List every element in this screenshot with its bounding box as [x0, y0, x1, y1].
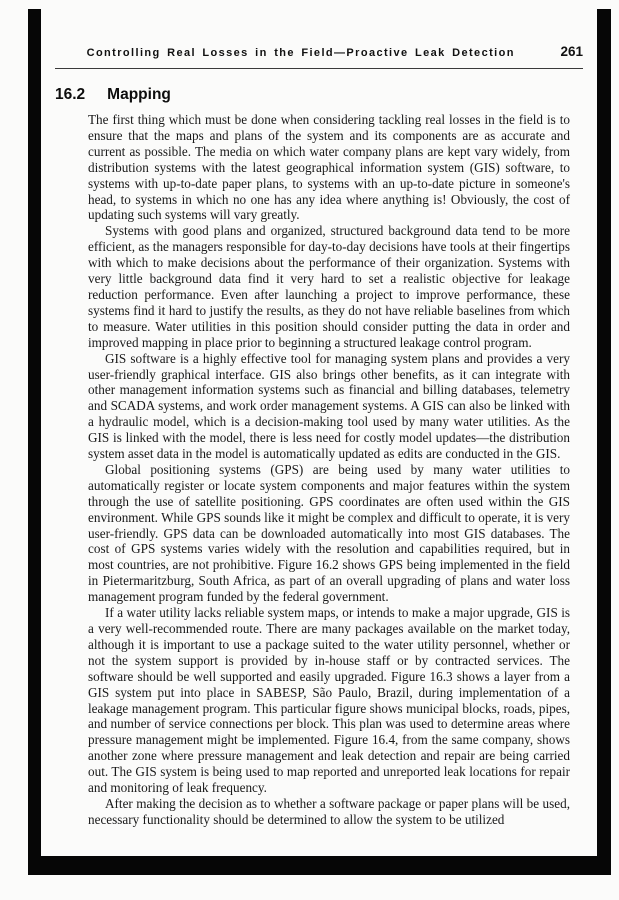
section-title: Mapping: [107, 86, 171, 103]
body-paragraph: GIS software is a highly effective tool for managing system plans and provides a very user-friendly graphical interface. GIS also brings other benefits, as it can integrate with other management information systems such as financial and billing databases, telemetry and SCADA systems, and work order management systems. A GIS can also be linked with a hydraulic model, which is a decision-making tool used by many water utilities. As the GIS is linked with the model, there is less need for costly model updates—the distribution system asset data in the model is automatically updated as edits are conducted in the GIS.: [88, 350, 570, 462]
body-paragraph: The first thing which must be done when considering tackling real losses in the field is to ensure that the maps and plans of the system and its components are as accurate and current as possible. The media on which water company plans are kept vary widely, from distribution systems with the latest geographical information system (GIS) software, to systems with up-to-date paper plans, to systems with an up-to-date picture in someone's head, to systems in which no one has any idea where anything is! Obviously, the cost of updating such systems will vary greatly.: [88, 112, 570, 223]
body-paragraph: After making the decision as to whether a software package or paper plans will be used, necessary functionality should be determined to allow the system to be utilized: [88, 795, 570, 827]
section-number: 16.2: [55, 86, 86, 103]
bottom-binding-bar: [28, 856, 611, 875]
body-paragraph: If a water utility lacks reliable system maps, or intends to make a major upgrade, GIS is a very well-recommended route. There are many packages available on the market today, although it is important to use a package suited to the water utility personnel, whether or not the system support is provided by in-house staff or by contracted services. The software should be well supported and easily upgraded. Figure 16.3 shows a layer from a GIS system put into place in SABESP, São Paulo, Brazil, during implementation of a leakage management program. This particular figure shows municipal blocks, roads, pipes, and number of service connections per block. This plan was used to determine areas where pressure management might be implemented. Figure 16.4, from the same company, shows another zone where pressure management and leak detection and repair are being carried out. The GIS system is being used to map reported and unreported leak locations for repair and monitoring of leak frequency.: [88, 605, 570, 796]
header-rule: [55, 68, 583, 69]
left-binding-bar: [28, 9, 41, 875]
running-header: [55, 44, 583, 59]
running-header-title: Controlling Real Losses in the Field—Proactive Leak Detection: [86, 47, 515, 59]
right-binding-bar: [597, 9, 611, 875]
page-number: 261: [560, 44, 583, 59]
section-heading: [55, 86, 171, 104]
body-paragraph: Systems with good plans and organized, structured background data tend to be more efficient, as the managers responsible for day-to-day decisions have tools at their fingertips with which to make decisions about the performance of their organization. Systems with very little background data find it very hard to set a realistic objective for leakage reduction performance. Even after launching a project to improve performance, these systems find it hard to justify the results, as they do not have reliable baselines from which to measure. Water utilities in this position should consider putting the data in order and improved mapping in place prior to beginning a structured leakage control program.: [88, 223, 570, 350]
body-paragraph: Global positioning systems (GPS) are being used by many water utilities to automatically register or locate system components and major features within the system through the use of satellite positioning. GPS coordinates are often used within the GIS environment. While GPS sounds like it might be complex and difficult to operate, it is very user-friendly. GPS data can be downloaded automatically into most GIS databases. The cost of GPS systems varies widely with the resolution and capabilities required, but in most countries, are not prohibitive. Figure 16.2 shows GPS being implemented in the field in Pietermaritzburg, South Africa, as part of an overall upgrading of plans and water loss management program funded by the federal government.: [88, 461, 570, 605]
body-text: [88, 112, 570, 828]
